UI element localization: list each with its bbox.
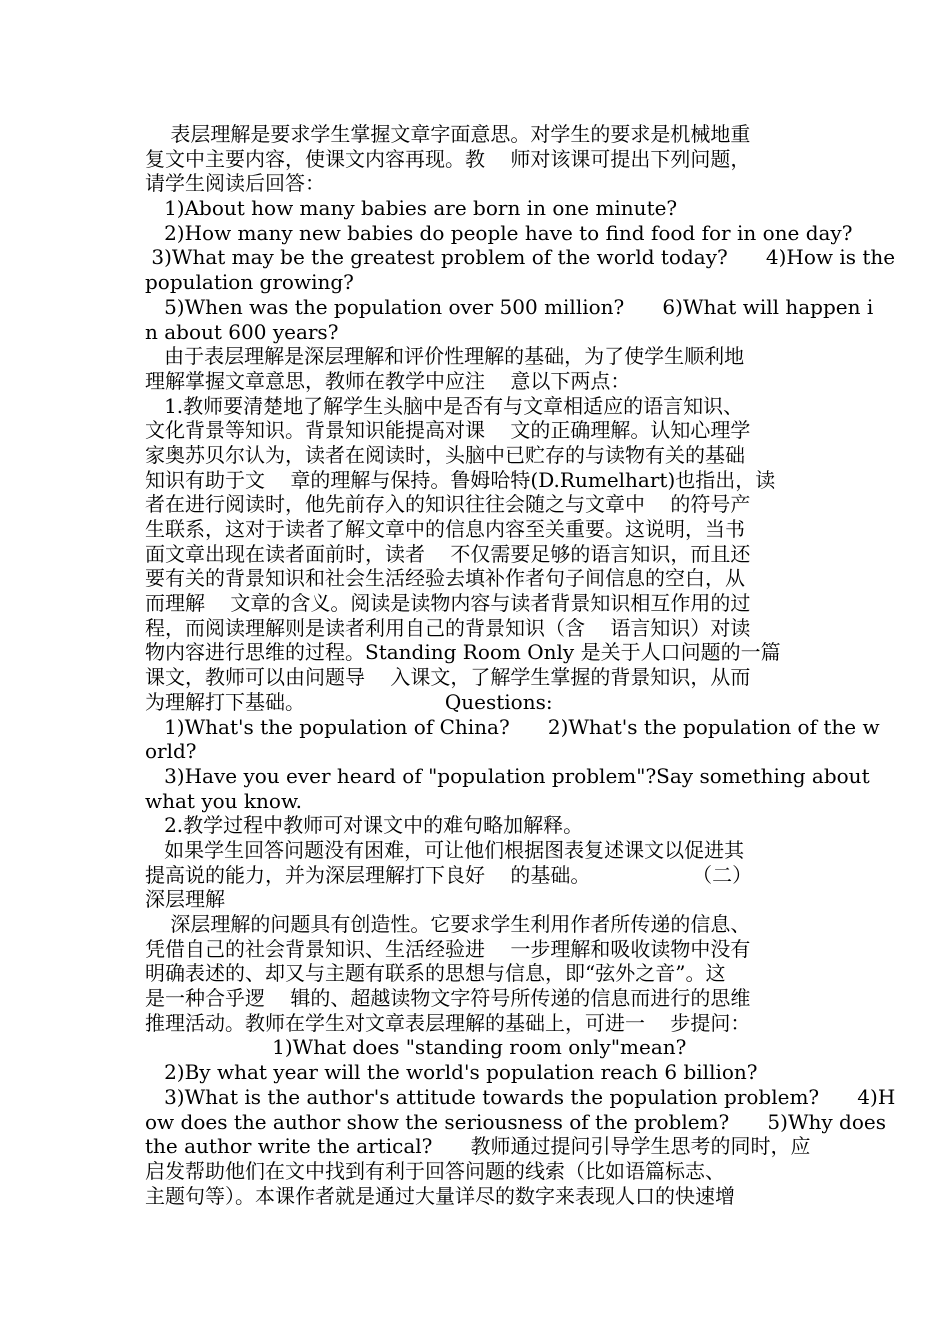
text-line: 2)By what year will the world's population reach 6 billion? <box>145 1060 758 1085</box>
text-line: 2.教学过程中教师可对课文中的难句略加解释。 <box>145 813 584 838</box>
text-line: 3)What is the author's attitude towards the population problem? 4)H <box>145 1084 896 1109</box>
text-line: 面文章出现在读者面前时，读者 不仅需要足够的语言知识，而且还 <box>145 541 751 566</box>
text-line: 文化背景等知识。背景知识能提高对课 文的正确理解。认知心理学 <box>145 418 751 443</box>
text-line: 如果学生回答问题没有困难，可让他们根据图表复述课文以促进其 <box>145 837 745 862</box>
text-line: 2)How many new babies do people have to find food for in one day? <box>145 220 853 245</box>
text-line: what you know. <box>145 788 303 813</box>
document-body <box>145 122 896 1208</box>
text-line: 知识有助于文 章的理解与保持。鲁姆哈特(D.Rumelhart)也指出，读 <box>145 467 776 492</box>
text-line: n about 600 years? <box>145 319 339 344</box>
text-line: 深层理解 <box>145 887 225 912</box>
text-line: 深层理解的问题具有创造性。它要求学生利用作者所传递的信息、 <box>145 912 751 936</box>
text-line: 5)When was the population over 500 million? 6)What will happen i <box>145 294 874 319</box>
text-line: 3)Have you ever heard of "population problem"?Say something about <box>145 763 870 788</box>
text-line: 凭借自己的社会背景知识、生活经验进 一步理解和吸收读物中没有 <box>145 936 751 961</box>
text-line: 由于表层理解是深层理解和评价性理解的基础，为了使学生顺利地 <box>145 344 745 369</box>
text-line: 是一种合乎逻 辑的、超越读物文字符号所传递的信息而进行的思维 <box>145 986 751 1011</box>
text-line: 理解掌握文章意思，教师在教学中应注 意以下两点： <box>145 368 631 393</box>
text-line: 主题句等）。本课作者就是通过大量详尽的数字来表现人口的快速增 <box>145 1183 735 1208</box>
text-line: 为理解打下基础。 Questions: <box>145 689 553 714</box>
text-line: 者在进行阅读时，他先前存入的知识往往会随之与文章中 的符号产 <box>145 492 751 517</box>
text-line: 1.教师要清楚地了解学生头脑中是否有与文章相适应的语言知识、 <box>145 393 744 418</box>
text-line: 要有关的背景知识和社会生活经验去填补作者句子间信息的空白，从 <box>145 566 745 591</box>
text-line: 表层理解是要求学生掌握文章字面意思。对学生的要求是机械地重 <box>145 122 751 146</box>
text-line: 1)What's the population of China? 2)What's the population of the w <box>145 714 880 739</box>
text-line: 而理解 文章的含义。阅读是读物内容与读者背景知识相互作用的过 <box>145 591 751 616</box>
text-line: population growing? <box>145 270 354 295</box>
text-line: 启发帮助他们在文中找到有利于回答问题的线索（比如语篇标志、 <box>145 1158 725 1183</box>
text-line: the author write the artical? 教师通过提问引导学生思考的同时，应 <box>145 1134 811 1159</box>
text-line: 程，而阅读理解则是读者利用自己的背景知识（含 语言知识）对读 <box>145 615 751 640</box>
text-line: 生联系，这对于读者了解文章中的信息内容至关重要。这说明，当书 <box>145 517 745 541</box>
text-line: 物内容进行思维的过程。Standing Room Only 是关于人口问题的一篇 <box>145 640 781 665</box>
text-line: 复文中主要内容，使课文内容再现。教 师对该课可提出下列问题， <box>145 146 751 171</box>
text-line: 3)What may be the greatest problem of the world today? 4)How is the <box>145 245 896 270</box>
text-line: 明确表述的、却又与主题有联系的思想与信息，即“弦外之音”。这 <box>145 961 726 986</box>
text-line: 推理活动。教师在学生对文章表层理解的基础上，可进一 步提问： <box>145 1010 751 1035</box>
text-line: 提高说的能力，并为深层理解打下良好 的基础。 （二） <box>145 862 753 887</box>
text-line: 1)About how many babies are born in one minute? <box>145 196 678 221</box>
text-line: 课文，教师可以由问题导 入课文，了解学生掌握的背景知识，从而 <box>145 665 751 690</box>
text-line: 请学生阅读后回答： <box>145 171 325 196</box>
text-line: orld? <box>145 739 197 764</box>
text-line: 家奥苏贝尔认为，读者在阅读时，头脑中已贮存的与读物有关的基础 <box>145 442 745 467</box>
text-line: 1)What does "standing room only"mean? <box>145 1035 687 1060</box>
text-line: ow does the author show the seriousness of the problem? 5)Why does <box>145 1109 886 1134</box>
